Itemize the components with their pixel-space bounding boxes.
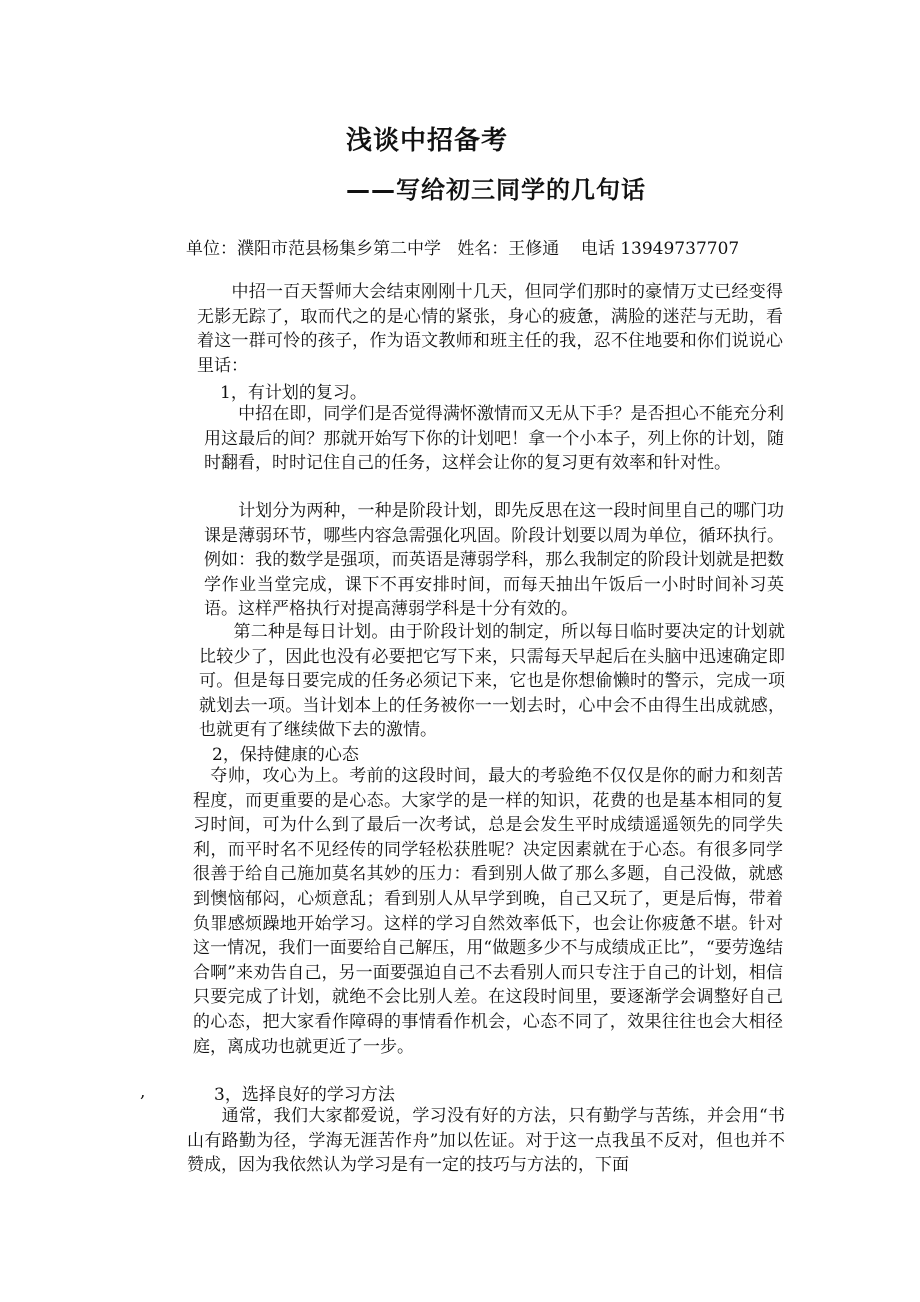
section-2-paragraph: 夺帅，攻心为上。考前的这段时间，最大的考验绝不仅仅是你的耐力和刻苦程度，而更重要的是心态。大家学的是一样的知识，花费的也是基本相同的复习时间，可为什么到了最后一次考试，总是会发生平时成绩遥遥领先的同学失利，而平时名不见经传的同学轻松获胜呢？决定因素就在于心态。有很多同学很善于给自己施加莫名其妙的压力：看到别人做了那么多题，自己没做，就感到懊恼郁闷，心烦意乱；看到别人从早学到晚，自己又玩了，更是后悔，带着负罪感烦躁地开始学习。这样的学习自然效率低下，也会让你疲惫不堪。针对这一情况，我们一面要给自己解压，用“做题多少不与成绩成正比”，“要劳逸结合啊”来劝告自己，另一面要强迫自己不去看别人而只专注于自己的计划，相信只要完成了计划，就绝不会比别人差。在这段时间里，要逐渐学会调整好自己的心态，把大家看作障碍的事情看作机会，心态不同了，效果往往也会大相径庭，离成功也就更近了一步。 [193,766,783,1057]
author-info: 单位：濮阳市范县杨集乡第二中学 姓名：王修通 电话 13949737707 [186,239,740,259]
section-1-paragraph: 中招在即，同学们是否觉得满怀激情而又无从下手？是否担心不能充分利用这最后的间？那就开始写下你的计划吧！拿一个小本子，列上你的计划，随时翻看，时时记住自己的任务，这样会让你的复习更有效率和针对性。 [204,404,784,474]
section-2-heading: 2，保持健康的心态 [212,745,359,765]
section-1-paragraph: 第二种是每日计划。由于阶段计划的制定，所以每日临时要决定的计划就比较少了，因此也没有必要把它写下来，只需每天早起后在头脑中迅速确定即可。但是每日要完成的任务必须记下来，它也是你想偷懒时的警示，完成一项就划去一项。当计划本上的任务被你一一划去时，心中会不由得生出成就感，也就更有了继续做下去的激情。 [199,622,785,741]
section-1-paragraph: 计划分为两种，一种是阶段计划，即先反思在这一段时间里自己的哪门功课是薄弱环节，哪些内容急需强化巩固。阶段计划要以周为单位，循环执行。例如：我的数学是强项，而英语是薄弱学科，那么我制定的阶段计划就是把数学作业当堂完成，课下不再安排时间，而每天抽出午饭后一小时时间补习英语。这样严格执行对提高薄弱学科是十分有效的。 [204,501,784,620]
section-3-paragraph: 通常，我们大家都爱说，学习没有好的方法，只有勤学与苦练，并会用“书山有路勤为径，学海无涯苦作舟”加以佐证。对于这一点我虽不反对，但也并不赞成，因为我依然认为学习是有一定的技巧与方法的，下面 [187,1106,785,1176]
document-title: 浅谈中招备考 [346,126,509,156]
document-subtitle: ——写给初三同学的几句话 [346,176,646,204]
margin-mark: , [140,1082,146,1102]
intro-paragraph: 中招一百天誓师大会结束刚刚十几天，但同学们那时的豪情万丈已经变得无影无踪了，取而代之的是心情的紧张，身心的疲惫，满脸的迷茫与无助，看着这一群可怜的孩子，作为语文教师和班主任的我，忍不住地要和你们说说心里话： [197,282,783,376]
section-1-heading: 1，有计划的复习。 [220,383,367,403]
section-3-heading: 3，选择良好的学习方法 [214,1085,395,1105]
